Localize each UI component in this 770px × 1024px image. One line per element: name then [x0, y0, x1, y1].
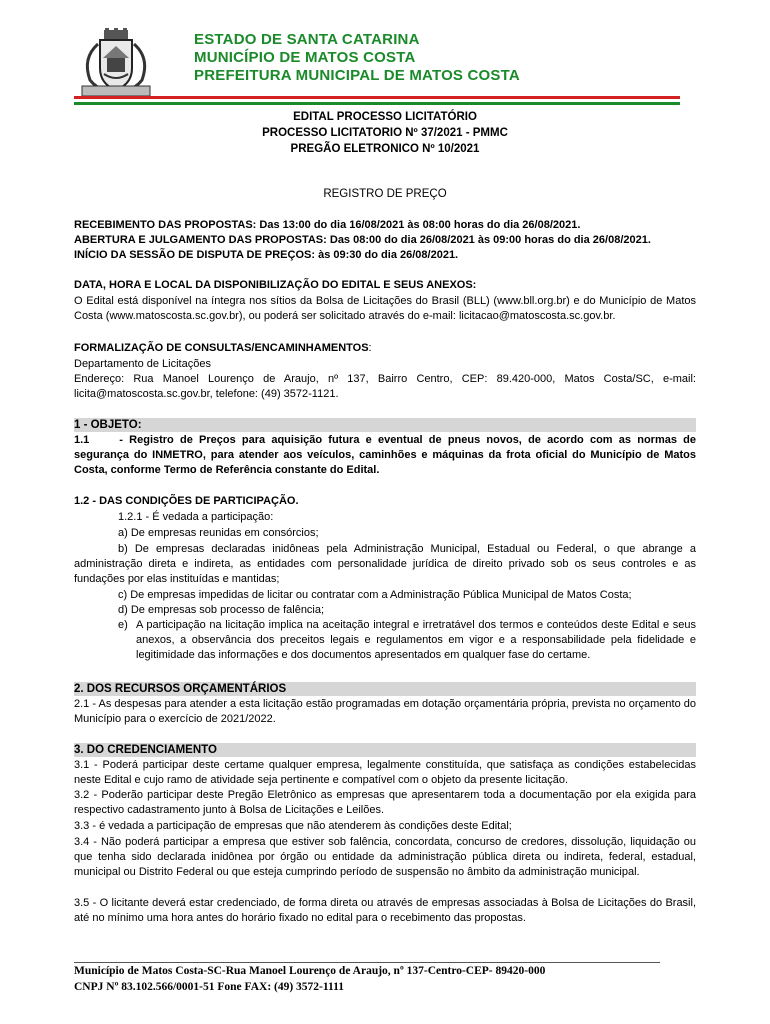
recursos-text: 2.1 - As despesas para atender a esta licitação estão programadas em dotação orçamentária própria, prevista no orçamento do Município para o exercício de 2021/2022.	[74, 698, 696, 725]
participacao-item-e: A participação na licitação implica na aceitação integral e irretratável dos termos e conteúdos deste Edital e seus anexos, a observância dos preceitos legais e regulamentos em vigor e a responsabilidade pela fidelidade e legitimidade das informações e dos documentos apresentados em qualquer fase do certame.	[136, 619, 696, 661]
section-recursos-heading: 2. DOS RECURSOS ORÇAMENTÁRIOS	[74, 682, 696, 696]
formalizacao-dept: Departamento de Licitações	[74, 358, 211, 370]
disponibilizacao-heading: DATA, HORA E LOCAL DA DISPONIBILIZAÇÃO DO EDITAL E SEUS ANEXOS:	[74, 279, 477, 291]
header-prefecture: PREFEITURA MUNICIPAL DE MATOS COSTA	[194, 67, 520, 84]
footer-divider	[74, 962, 660, 963]
participacao-intro: 1.2.1 - É vedada a participação:	[118, 511, 274, 523]
formalizacao-heading: FORMALIZAÇÃO DE CONSULTAS/ENCAMINHAMENTOS:	[74, 342, 372, 354]
footer-contact: CNPJ Nº 83.102.566/0001-51 Fone FAX: (49) 3572-1111	[74, 981, 344, 993]
process-number: PROCESSO LICITATORIO Nº 37/2021 - PMMC	[262, 127, 508, 139]
participacao-item-c: c) De empresas impedidas de licitar ou contratar com a Administração Pública Municipal de Matos Costa;	[118, 589, 632, 601]
credenciamento-p5: 3.5 - O licitante deverá estar credenciado, de forma direta ou através de empresas associadas à Bolsa de Licitações do Brasil, até no mínimo uma hora antes do horário fixado no edital para o recebimento das propostas.	[74, 897, 696, 924]
section-credenciamento-heading: 3. DO CREDENCIAMENTO	[74, 743, 696, 757]
credenciamento-p3: 3.3 - é vedada a participação de empresas que não atenderem às condições deste Edital;	[74, 820, 512, 832]
participacao-item-e-marker: e)	[118, 619, 128, 631]
municipal-coat-of-arms	[76, 28, 156, 100]
credenciamento-p1: 3.1 - Poderá participar deste certame qualquer empresa, legalmente constituída, que satisfaça as condições estabelecidas neste Edital e cujo ramo de atividade seja pertinente e compatível com o objeto da presente licitação.	[74, 759, 696, 786]
date-session: INÍCIO DA SESSÃO DE DISPUTA DE PREÇOS: às 09:30 do dia 26/08/2021.	[74, 249, 459, 261]
header-state: ESTADO DE SANTA CATARINA	[194, 31, 420, 48]
credenciamento-p2: 3.2 - Poderão participar deste Pregão Eletrônico as empresas que apresentarem toda a documentação por ela exigida para respectivo cadastramento junto à Bolsa de Licitações e Leilões.	[74, 789, 696, 816]
registro-preco-title: REGISTRO DE PREÇO	[323, 188, 447, 200]
header-municipality: MUNICÍPIO DE MATOS COSTA	[194, 49, 416, 66]
date-opening: ABERTURA E JULGAMENTO DAS PROPOSTAS: Das 08:00 do dia 26/08/2021 às 09:00 horas do dia 26/08/2021.	[74, 234, 651, 246]
footer-address: Município de Matos Costa-SC-Rua Manoel Lourenço de Araujo, nº 137-Centro-CEP- 89420-000	[74, 965, 546, 977]
participacao-heading: 1.2 - DAS CONDIÇÕES DE PARTICIPAÇÃO.	[74, 495, 299, 507]
section-objeto-heading: 1 - OBJETO:	[74, 418, 696, 432]
objeto-text: 1.1 - Registro de Preços para aquisição futura e eventual de pneus novos, de acordo com as normas de segurança do INMETRO, para atender aos veículos, caminhões e máquinas da frota oficial do Município de Matos Costa, conforme Termo de Referência constante do Edital.	[74, 434, 696, 476]
participacao-item-b: b) De empresas declaradas inidôneas pela Administração Municipal, Estadual ou Federal, o que abrange a administração direta e indireta, as entidades com personalidade jurídica de direito privado sob os seus controles e as fundações por elas instituídas e mantidas;	[74, 543, 696, 585]
participacao-item-a: a) De empresas reunidas em consórcios;	[118, 527, 319, 539]
disponibilizacao-text: O Edital está disponível na íntegra nos sítios da Bolsa de Licitações do Brasil (BLL) (www.bll.org.br) e do Município de Matos Costa (www.matoscosta.sc.gov.br), ou poderá ser solicitado através do e-mail: licitacao@matoscosta.sc.gov.br.	[74, 295, 696, 322]
credenciamento-p4: 3.4 - Não poderá participar a empresa que estiver sob falência, concordata, concurso de credores, dissolução, liquidação ou que tenha sido declarada inidônea por órgão ou entidade da administração pública direta ou indireta, federal, estadual, municipal ou Distrito Federal ou que esteja cumprindo período de suspensão no âmbito da administração municipal.	[74, 836, 696, 878]
header-rule-red	[74, 96, 680, 99]
participacao-item-d: d) De empresas sob processo de falência;	[118, 604, 325, 616]
header-rule-green	[74, 102, 680, 105]
edital-title: EDITAL PROCESSO LICITATÓRIO	[293, 111, 477, 123]
pregao-number: PREGÃO ELETRONICO Nº 10/2021	[290, 143, 480, 155]
date-receipt: RECEBIMENTO DAS PROPOSTAS: Das 13:00 do dia 16/08/2021 às 08:00 horas do dia 26/08/2021.	[74, 219, 581, 231]
formalizacao-address: Endereço: Rua Manoel Lourenço de Araujo, nº 137, Bairro Centro, CEP: 89.420-000, Matos Costa/SC, e-mail: licita@matoscosta.sc.gov.br, telefone: (49) 3572-1121.	[74, 373, 696, 400]
